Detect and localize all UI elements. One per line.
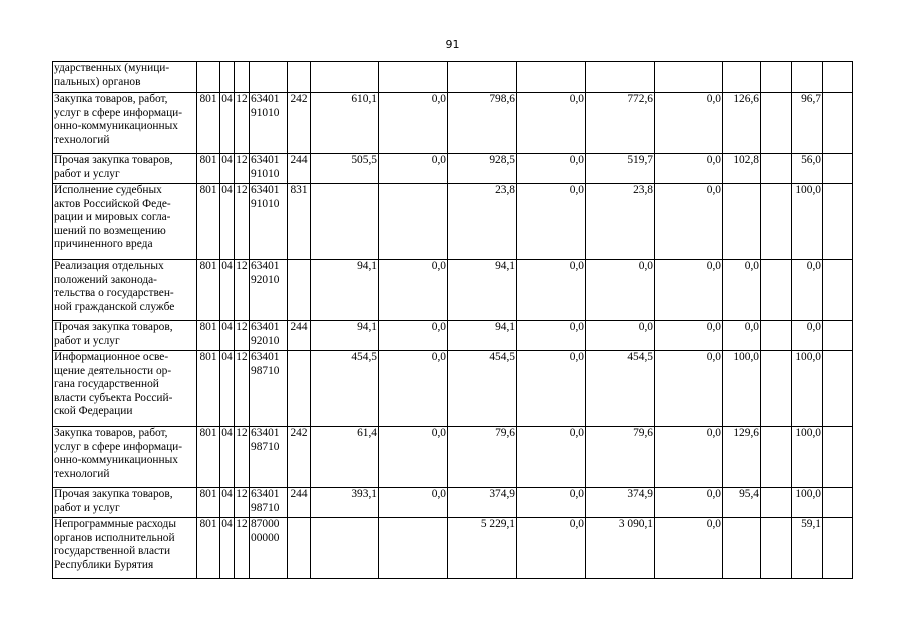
target-article-cell: 63401 98710 — [250, 351, 288, 427]
subsection-code-cell: 12 — [235, 427, 250, 488]
expense-type-cell — [288, 260, 311, 321]
value-cell-8: 59,1 — [792, 518, 823, 579]
value-cell-4: 0,0 — [517, 321, 586, 351]
spacer-cell-a — [761, 93, 792, 154]
spacer-cell-b — [823, 184, 853, 260]
subsection-code-cell: 12 — [235, 184, 250, 260]
spacer-cell-a — [761, 427, 792, 488]
subsection-code-cell: 12 — [235, 518, 250, 579]
value-cell-1 — [311, 62, 379, 93]
row-name-cell: Информационное осве- щение деятельности ор- гана государственной власти субъекта Россий- ской Федерации — [53, 351, 197, 427]
subsection-code-cell: 12 — [235, 321, 250, 351]
section-code-cell: 04 — [220, 260, 235, 321]
value-cell-2 — [379, 518, 448, 579]
value-cell-6 — [655, 62, 723, 93]
section-code-cell: 04 — [220, 427, 235, 488]
expense-type-cell: 244 — [288, 488, 311, 518]
spacer-cell-b — [823, 260, 853, 321]
spacer-cell-a — [761, 184, 792, 260]
value-cell-1: 94,1 — [311, 321, 379, 351]
spacer-cell-a — [761, 351, 792, 427]
spacer-cell-a — [761, 321, 792, 351]
value-cell-6: 0,0 — [655, 427, 723, 488]
value-cell-3: 5 229,1 — [448, 518, 517, 579]
value-cell-6: 0,0 — [655, 184, 723, 260]
value-cell-3: 23,8 — [448, 184, 517, 260]
value-cell-7: 95,4 — [723, 488, 761, 518]
value-cell-2: 0,0 — [379, 488, 448, 518]
subsection-code-cell: 12 — [235, 93, 250, 154]
value-cell-5: 454,5 — [586, 351, 655, 427]
ministry-code-cell: 801 — [197, 154, 220, 184]
section-code-cell: 04 — [220, 154, 235, 184]
spacer-cell-b — [823, 321, 853, 351]
ministry-code-cell: 801 — [197, 518, 220, 579]
value-cell-4: 0,0 — [517, 260, 586, 321]
table-row — [53, 518, 853, 579]
value-cell-4 — [517, 62, 586, 93]
subsection-code-cell: 12 — [235, 154, 250, 184]
value-cell-2 — [379, 62, 448, 93]
value-cell-7 — [723, 62, 761, 93]
value-cell-5: 23,8 — [586, 184, 655, 260]
expense-type-cell — [288, 351, 311, 427]
spacer-cell-a — [761, 154, 792, 184]
value-cell-4: 0,0 — [517, 518, 586, 579]
target-article-cell — [250, 62, 288, 93]
expense-type-cell: 244 — [288, 321, 311, 351]
value-cell-2: 0,0 — [379, 93, 448, 154]
value-cell-7: 100,0 — [723, 351, 761, 427]
value-cell-3: 374,9 — [448, 488, 517, 518]
table-row — [53, 321, 853, 351]
table-row — [53, 62, 853, 93]
row-name-cell: Закупка товаров, работ, услуг в сфере информаци- онно-коммуникационных технологий — [53, 93, 197, 154]
table-row — [53, 351, 853, 427]
value-cell-7: 0,0 — [723, 321, 761, 351]
value-cell-4: 0,0 — [517, 488, 586, 518]
value-cell-6: 0,0 — [655, 154, 723, 184]
page-number: 91 — [445, 38, 460, 51]
ministry-code-cell: 801 — [197, 321, 220, 351]
row-name-cell: ударственных (муници- пальных) органов — [53, 62, 197, 93]
subsection-code-cell: 12 — [235, 260, 250, 321]
row-name-cell: Прочая закупка товаров, работ и услуг — [53, 488, 197, 518]
row-name-cell: Реализация отдельных положений законода- тельства о государствен- ной гражданской службе — [53, 260, 197, 321]
target-article-cell: 63401 91010 — [250, 184, 288, 260]
value-cell-5: 0,0 — [586, 260, 655, 321]
value-cell-4: 0,0 — [517, 351, 586, 427]
value-cell-5: 772,6 — [586, 93, 655, 154]
table-body — [53, 62, 853, 579]
ministry-code-cell: 801 — [197, 93, 220, 154]
value-cell-1: 94,1 — [311, 260, 379, 321]
value-cell-1: 61,4 — [311, 427, 379, 488]
row-name-cell: Прочая закупка товаров, работ и услуг — [53, 321, 197, 351]
value-cell-8: 0,0 — [792, 260, 823, 321]
value-cell-8: 100,0 — [792, 184, 823, 260]
ministry-code-cell: 801 — [197, 184, 220, 260]
value-cell-1: 393,1 — [311, 488, 379, 518]
target-article-cell: 63401 91010 — [250, 154, 288, 184]
value-cell-3: 454,5 — [448, 351, 517, 427]
value-cell-7: 126,6 — [723, 93, 761, 154]
subsection-code-cell: 12 — [235, 351, 250, 427]
value-cell-3: 79,6 — [448, 427, 517, 488]
value-cell-1 — [311, 518, 379, 579]
value-cell-3 — [448, 62, 517, 93]
target-article-cell: 87000 00000 — [250, 518, 288, 579]
value-cell-5: 519,7 — [586, 154, 655, 184]
table-row — [53, 93, 853, 154]
target-article-cell: 63401 98710 — [250, 488, 288, 518]
value-cell-3: 94,1 — [448, 321, 517, 351]
value-cell-5: 0,0 — [586, 321, 655, 351]
spacer-cell-a — [761, 518, 792, 579]
value-cell-7: 129,6 — [723, 427, 761, 488]
value-cell-7: 102,8 — [723, 154, 761, 184]
section-code-cell: 04 — [220, 184, 235, 260]
table-row — [53, 427, 853, 488]
value-cell-2 — [379, 184, 448, 260]
value-cell-5: 79,6 — [586, 427, 655, 488]
expense-type-cell — [288, 518, 311, 579]
value-cell-1: 454,5 — [311, 351, 379, 427]
value-cell-6: 0,0 — [655, 260, 723, 321]
value-cell-2: 0,0 — [379, 351, 448, 427]
spacer-cell-b — [823, 62, 853, 93]
value-cell-5 — [586, 62, 655, 93]
expense-type-cell: 242 — [288, 427, 311, 488]
subsection-code-cell — [235, 62, 250, 93]
value-cell-2: 0,0 — [379, 154, 448, 184]
value-cell-4: 0,0 — [517, 427, 586, 488]
value-cell-7 — [723, 518, 761, 579]
target-article-cell: 63401 92010 — [250, 260, 288, 321]
table-row — [53, 488, 853, 518]
row-name-cell: Непрограммные расходы органов исполнительной государственной власти Республики Бурятия — [53, 518, 197, 579]
section-code-cell: 04 — [220, 93, 235, 154]
section-code-cell: 04 — [220, 518, 235, 579]
target-article-cell: 63401 92010 — [250, 321, 288, 351]
ministry-code-cell — [197, 62, 220, 93]
value-cell-6: 0,0 — [655, 93, 723, 154]
row-name-cell: Закупка товаров, работ, услуг в сфере информаци- онно-коммуникационных технологий — [53, 427, 197, 488]
value-cell-3: 798,6 — [448, 93, 517, 154]
spacer-cell-b — [823, 518, 853, 579]
section-code-cell — [220, 62, 235, 93]
table-row — [53, 154, 853, 184]
value-cell-1: 505,5 — [311, 154, 379, 184]
value-cell-8: 56,0 — [792, 154, 823, 184]
expense-type-cell — [288, 62, 311, 93]
value-cell-7 — [723, 184, 761, 260]
section-code-cell: 04 — [220, 351, 235, 427]
spacer-cell-b — [823, 427, 853, 488]
section-code-cell: 04 — [220, 321, 235, 351]
row-name-cell: Прочая закупка товаров, работ и услуг — [53, 154, 197, 184]
value-cell-8 — [792, 62, 823, 93]
value-cell-8: 100,0 — [792, 488, 823, 518]
value-cell-6: 0,0 — [655, 351, 723, 427]
value-cell-8: 100,0 — [792, 351, 823, 427]
value-cell-8: 100,0 — [792, 427, 823, 488]
spacer-cell-a — [761, 62, 792, 93]
table-row — [53, 184, 853, 260]
section-code-cell: 04 — [220, 488, 235, 518]
value-cell-5: 3 090,1 — [586, 518, 655, 579]
expense-type-cell: 831 — [288, 184, 311, 260]
value-cell-8: 0,0 — [792, 321, 823, 351]
spacer-cell-b — [823, 351, 853, 427]
spacer-cell-b — [823, 154, 853, 184]
value-cell-1 — [311, 184, 379, 260]
value-cell-4: 0,0 — [517, 154, 586, 184]
value-cell-2: 0,0 — [379, 427, 448, 488]
spacer-cell-a — [761, 488, 792, 518]
value-cell-3: 928,5 — [448, 154, 517, 184]
value-cell-6: 0,0 — [655, 488, 723, 518]
value-cell-4: 0,0 — [517, 184, 586, 260]
table-row — [53, 260, 853, 321]
expense-type-cell: 242 — [288, 93, 311, 154]
value-cell-6: 0,0 — [655, 321, 723, 351]
value-cell-8: 96,7 — [792, 93, 823, 154]
value-cell-7: 0,0 — [723, 260, 761, 321]
subsection-code-cell: 12 — [235, 488, 250, 518]
value-cell-3: 94,1 — [448, 260, 517, 321]
ministry-code-cell: 801 — [197, 488, 220, 518]
value-cell-2: 0,0 — [379, 321, 448, 351]
value-cell-6: 0,0 — [655, 518, 723, 579]
value-cell-5: 374,9 — [586, 488, 655, 518]
target-article-cell: 63401 91010 — [250, 93, 288, 154]
ministry-code-cell: 801 — [197, 351, 220, 427]
target-article-cell: 63401 98710 — [250, 427, 288, 488]
value-cell-1: 610,1 — [311, 93, 379, 154]
row-name-cell: Исполнение судебных актов Российской Феде- рации и мировых согла- шений по возмещению причиненного вреда — [53, 184, 197, 260]
ministry-code-cell: 801 — [197, 260, 220, 321]
spacer-cell-b — [823, 488, 853, 518]
expense-type-cell: 244 — [288, 154, 311, 184]
ministry-code-cell: 801 — [197, 427, 220, 488]
value-cell-2: 0,0 — [379, 260, 448, 321]
budget-table — [52, 61, 853, 579]
spacer-cell-a — [761, 260, 792, 321]
spacer-cell-b — [823, 93, 853, 154]
value-cell-4: 0,0 — [517, 93, 586, 154]
